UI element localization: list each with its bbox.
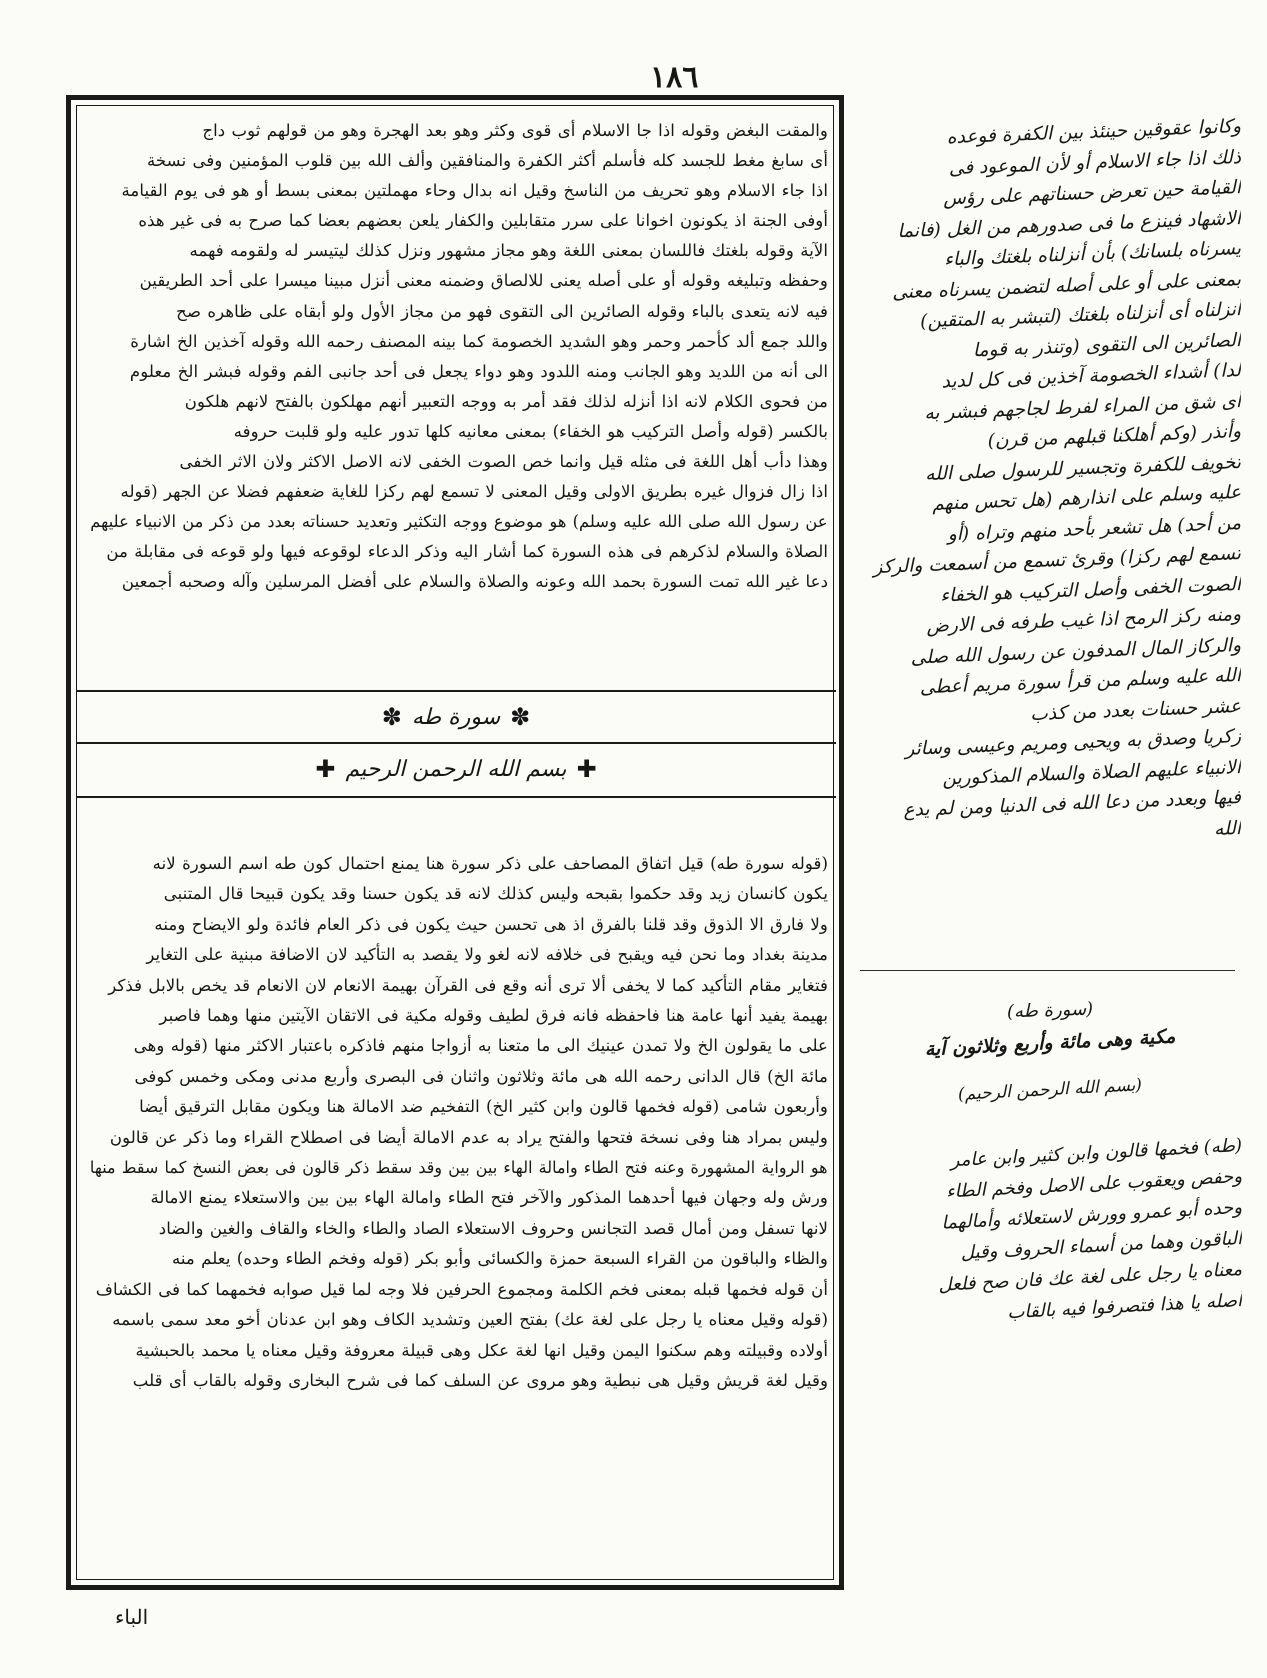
commentary-line: يكون كانسان زيد وقد حكموا بقبحه وليس كذلك لانه قد يكون حسنا وقد يكون قبيحا قال المتنبى [163, 883, 828, 904]
basmala-text: بسم الله الرحمن الرحيم [345, 756, 567, 782]
tafsir-line: يسرناه بلسانك) بأن أنزلناه بلغتك والباء [943, 238, 1242, 271]
commentary-line: عن رسول الله صلى الله عليه وسلم) هو موضوع ووجه التكثير وتعديد حسناته بعدد من ذكر من الانبياء عليهم [90, 511, 828, 532]
commentary-line: وليس بمراد هنا وفى نسخة فتحها والفتح يراد به عدم الامالة أيضا فى اصطلاح القراء وما ذكر عن قالون [109, 1126, 828, 1147]
commentary-line: هو الرواية المشهورة وعنه فتح الطاء وامالة الهاء بين بين وقد سقط ذكر قالون فى بعض النسخ كما سقط منها [90, 1157, 828, 1178]
basmala-heading [76, 744, 836, 794]
margin-surah-subtitle: مكية وهى مائة وأربع وثلاثون آية [924, 1025, 1176, 1061]
commentary-line: ورش وله وجهان فيها أحدهما المذكور والآخر فتح الطاء وامالة الهاء بين بين والاستعلاء يمنع الامالة [150, 1187, 828, 1208]
commentary-line: ولا فارق الا الذوق وقد قلنا بالفرق اذ هى تحسن حيث يكون فى ذكر العام فائدة ولو الايضاح ومنه [154, 913, 828, 934]
commentary-line: أى سابغ مغط للجسد كله فأسلم أكثر الكفرة والمنافقين وألف الله بين قلوب المؤمنين وفى نسخة [146, 150, 828, 171]
tafsir-line: تخويف للكفرة وتجسير للرسول صلى الله [924, 451, 1242, 485]
commentary-line: (قوله وقيل معناه يا رجل على لغة عك) بفتح العين وتشديد الكاف وهو ابن عدنان أخو معد سمى باسمه [112, 1309, 828, 1330]
tafsir-line: فيها وبعدد من دعا الله فى الدنيا ومن لم يدع [903, 787, 1242, 821]
tafsir-line: الانبياء عليهم الصلاة والسلام المذكورين [941, 756, 1242, 789]
tafsir-line: عليه وسلم على انذارهم (هل تحس منهم [931, 482, 1242, 515]
margin-surah-title: (سورة طه) [1006, 998, 1094, 1023]
catchword: الباء [115, 1605, 149, 1629]
tafsir-line: أصله يا هذا فتصرفوا فيه بالقاب [1006, 1290, 1243, 1324]
ornament-star-icon: ✽ [381, 703, 402, 731]
tafsir-line: وحفص ويعقوب على الاصل وفخم الطاء [945, 1166, 1243, 1203]
surah-heading [76, 692, 836, 742]
tafsir-line: من أحد) هل تشعر بأحد منهم وتراه (أو [947, 512, 1242, 545]
tafsir-line: الاشهاد فينزع ما فى صدورهم من الغل (فانما [897, 207, 1242, 242]
commentary-line: والظاء والباقون من القراء السبعة حمزة والكسائى وأبو بكر (قوله وفخم الطاء وحده) يعلم منه [171, 1248, 828, 1269]
commentary-line: واللد جمع ألد كأحمر وحمر وهو الشديد الخصومة كما بينه المصنف رحمه الله وقوله آخذين الخ اشارة [130, 330, 828, 351]
tafsir-line: معناه يا رجل على لغة عك فان صح فلعل [937, 1259, 1243, 1296]
tafsir-line: أنزلناه أى أنزلناه بلغتك (لتبشر به المتقين) [919, 299, 1242, 333]
tafsir-line: وحده أبو عمرو وورش لاستعلائه وأمالهما [940, 1197, 1243, 1234]
commentary-line: بهيمة يفيد أنها عامة هنا فاحفظه فانه فرق لطيف وقوله مكية فى الاتقان الآيتين منها وهما فاصبر [159, 1005, 828, 1026]
commentary-line: أولاده وقبيلته وهم سكنوا اليمن وقيل انها لغة عكل وهى قبيلة معروفة وقيل معناه يا محمد بالحبشية [135, 1339, 828, 1360]
tafsir-line: تسمع لهم ركزا) وقرئ تسمع من أسمعت والركز [872, 543, 1242, 579]
commentary-line: (قوله سورة طه) قيل اتفاق المصاحف على ذكر سورة هنا يمنع احتمال كون طه اسم السورة لانه [152, 853, 828, 873]
surah-heading-text: سورة طه [411, 704, 501, 730]
commentary-line: على ما يقولون الخ ولا تمدن عينيك الى ما متعنا به أزواجا منهم فاذكره باعتبار الاكثر منها (قوله وهى [133, 1035, 828, 1056]
commentary-line: أوفى الجنة اذ يكونون اخوانا على سرر متقابلين والكفار يلعن بعضهم بعضا كما صرح به فى غير هذه [138, 210, 828, 231]
commentary-line: والمقت البغض وقوله اذا جا الاسلام أى قوى وكثر وهو بعد الهجرة وهو من قولهم ثوب داج [202, 120, 828, 140]
tafsir-line: عشر حسنات بعدد من كذب [1029, 695, 1242, 725]
commentary-line: فتغاير مقام التأكيد كما لا يخفى ألا ترى أنه وقع فى القرآن بهيمة الانعام لان الانعام قد يخص بالابل فذكر [108, 974, 828, 995]
tafsir-line: القيامة حين تعرض حسناتهم على رؤس [942, 177, 1242, 210]
commentary-line: من فحوى الكلام لانه اذا أنزله لذلك فقد أمر به ووجه التعبير أنهم مهلكون بالفتح لانهم هلكون [184, 390, 828, 411]
ornament-star-icon: ✽ [510, 703, 531, 731]
commentary-line: وحفظه وتبليغه وقوله أو على أصله يعنى للالصاق وضمنه معنى أنزل مبينا ميسرا على أحد الطريقين [139, 270, 828, 291]
ornament-cross-icon: ✚ [576, 755, 597, 783]
margin-tafsir-lower [850, 1130, 1243, 1324]
tafsir-line: والركاز المال المدفون عن رسول الله صلى [910, 634, 1242, 669]
commentary-line: أن قوله فخمها قبله بمعنى فخم الكلمة ومجموع الحرفين فلا وجه لما قيل صوابه فخمهما كما فى الكشاف [95, 1278, 828, 1299]
commentary-line: وقيل لغة قريش وقيل هى نبطية وهو مروى عن السلف كما فى شرح البخارى وقوله بالقاب أى قلب [132, 1369, 828, 1390]
commentary-line: الآية وقوله بلغتك فاللسان بمعنى اللغة وهو مجاز مشهور ونزل كذلك ليتيسر له ولقومه فهمه [189, 240, 828, 261]
tafsir-line: الله عليه وسلم من قرأ سورة مريم أعطى [919, 665, 1242, 699]
tafsir-line: الصائرين الى التقوى (وتنذر به قوما [972, 329, 1242, 361]
tafsir-line: وكانوا عقوقين حينئذ بين الكفرة فوعده [946, 116, 1242, 149]
tafsir-line: وأنذر (وكم أهلكنا قبلهم من قرن) [987, 421, 1242, 452]
commentary-line: لانها تسفل ومن أمال قصد التجانس وحروف الاستعلاء الصاد والطاء والخاء والقاف والغين والضاد [158, 1217, 828, 1238]
page-number: ١٨٦ [650, 60, 699, 95]
commentary-line: مدينة بغداد وما نحن فيه ويقبح فى خلافه لانه لغو ولا يقصد به التأكيد لان الاضافة مبنية على التغاير [146, 944, 828, 965]
main-commentary-upper [88, 115, 828, 597]
commentary-line: دعا غير الله تمت السورة بحمد الله وعونه والصلاة والسلام على أفضل المرسلين وآله وصحبه أجمعين [121, 571, 828, 592]
main-commentary-lower [88, 848, 828, 1395]
margin-basmala: (بسم الله الرحمن الرحيم) [957, 1075, 1143, 1105]
commentary-line: اذا جاء الاسلام وهو تحريف من الناسخ وقيل انه بدال وحاء مهملتين بمعنى بسط أو هو فى يوم القيامة [121, 180, 828, 201]
tafsir-line: أى شق من المراء لفرط لجاجهم فبشر به [923, 390, 1242, 424]
commentary-line: مائة الخ) قال الدانى رحمه الله هى مائة وثلاثون واثنان فى البصرى وأربع مدنى ومكى وخمس كوفى [134, 1065, 828, 1086]
commentary-line: الصلاة والسلام لذكرهم فى هذه السورة كما أشار اليه وذكر الدعاء لوقوعه فيها ولو قوعه فى مقابلة من [106, 541, 828, 562]
commentary-line: وأربعون شامى (قوله فخمها قالون وابن كثير الخ) التفخيم ضد الامالة هنا ويكون مقابل الترقيق أيضا [139, 1096, 828, 1117]
tafsir-line: ومنه ركز الرمح اذا غيب طرفه فى الارض [926, 604, 1242, 638]
commentary-line: بالكسر (قوله وأصل التركيب هو الخفاء) بمعنى معانيه كلها تدور عليه ولو قلبت حروفه [233, 420, 828, 441]
commentary-line: الى أنه من اللديد وهو الجانب ومنه اللدود وهو دواء يجعل فى أحد جانبى الفم وقوله فبشر الخ معلوم [129, 360, 828, 381]
ornament-cross-icon: ✚ [315, 755, 336, 783]
tafsir-line: بمعنى على أو على أصله لتضمن يسرناه معنى [891, 268, 1242, 303]
margin-tafsir-upper [856, 112, 1241, 844]
commentary-line: اذا زال فزوال غيره بطريق الاولى وقيل المعنى لا تسمع لهم ركزا للغاية ضعفهم فضلا عن الجهر (قوله [120, 481, 828, 502]
margin-divider [860, 970, 1235, 971]
commentary-line: وهذا دأب أهل اللغة فى مثله قيل وانما خص الصوت الخفى لانه الاصل الاكثر ولان الاثر الخفى [179, 451, 828, 472]
section-divider [76, 796, 836, 798]
tafsir-line: ذلك اذا جاء الاسلام أو لأن الموعود فى [948, 146, 1242, 179]
tafsir-line: الصوت الخفى وأصل التركيب هو الخفاء [939, 573, 1242, 607]
tafsir-line: الله [1213, 817, 1242, 840]
tafsir-line: (طه) فخمها قالون وابن كثير وابن عامر [950, 1135, 1243, 1172]
tafsir-line: زكريا وصدق به ويحيى ومريم وعيسى وسائر [904, 726, 1242, 760]
tafsir-line: لدا) أشداء الخصومة آخذين فى كل لديد [941, 360, 1242, 393]
tafsir-line: الباقون وهما من أسماء الحروف وقيل [960, 1228, 1243, 1264]
commentary-line: فيه لانه يتعدى بالباء وقوله الصائرين الى التقوى فهو من مجاز الأول ولو أبقاه على ظاهره صح [176, 300, 828, 321]
